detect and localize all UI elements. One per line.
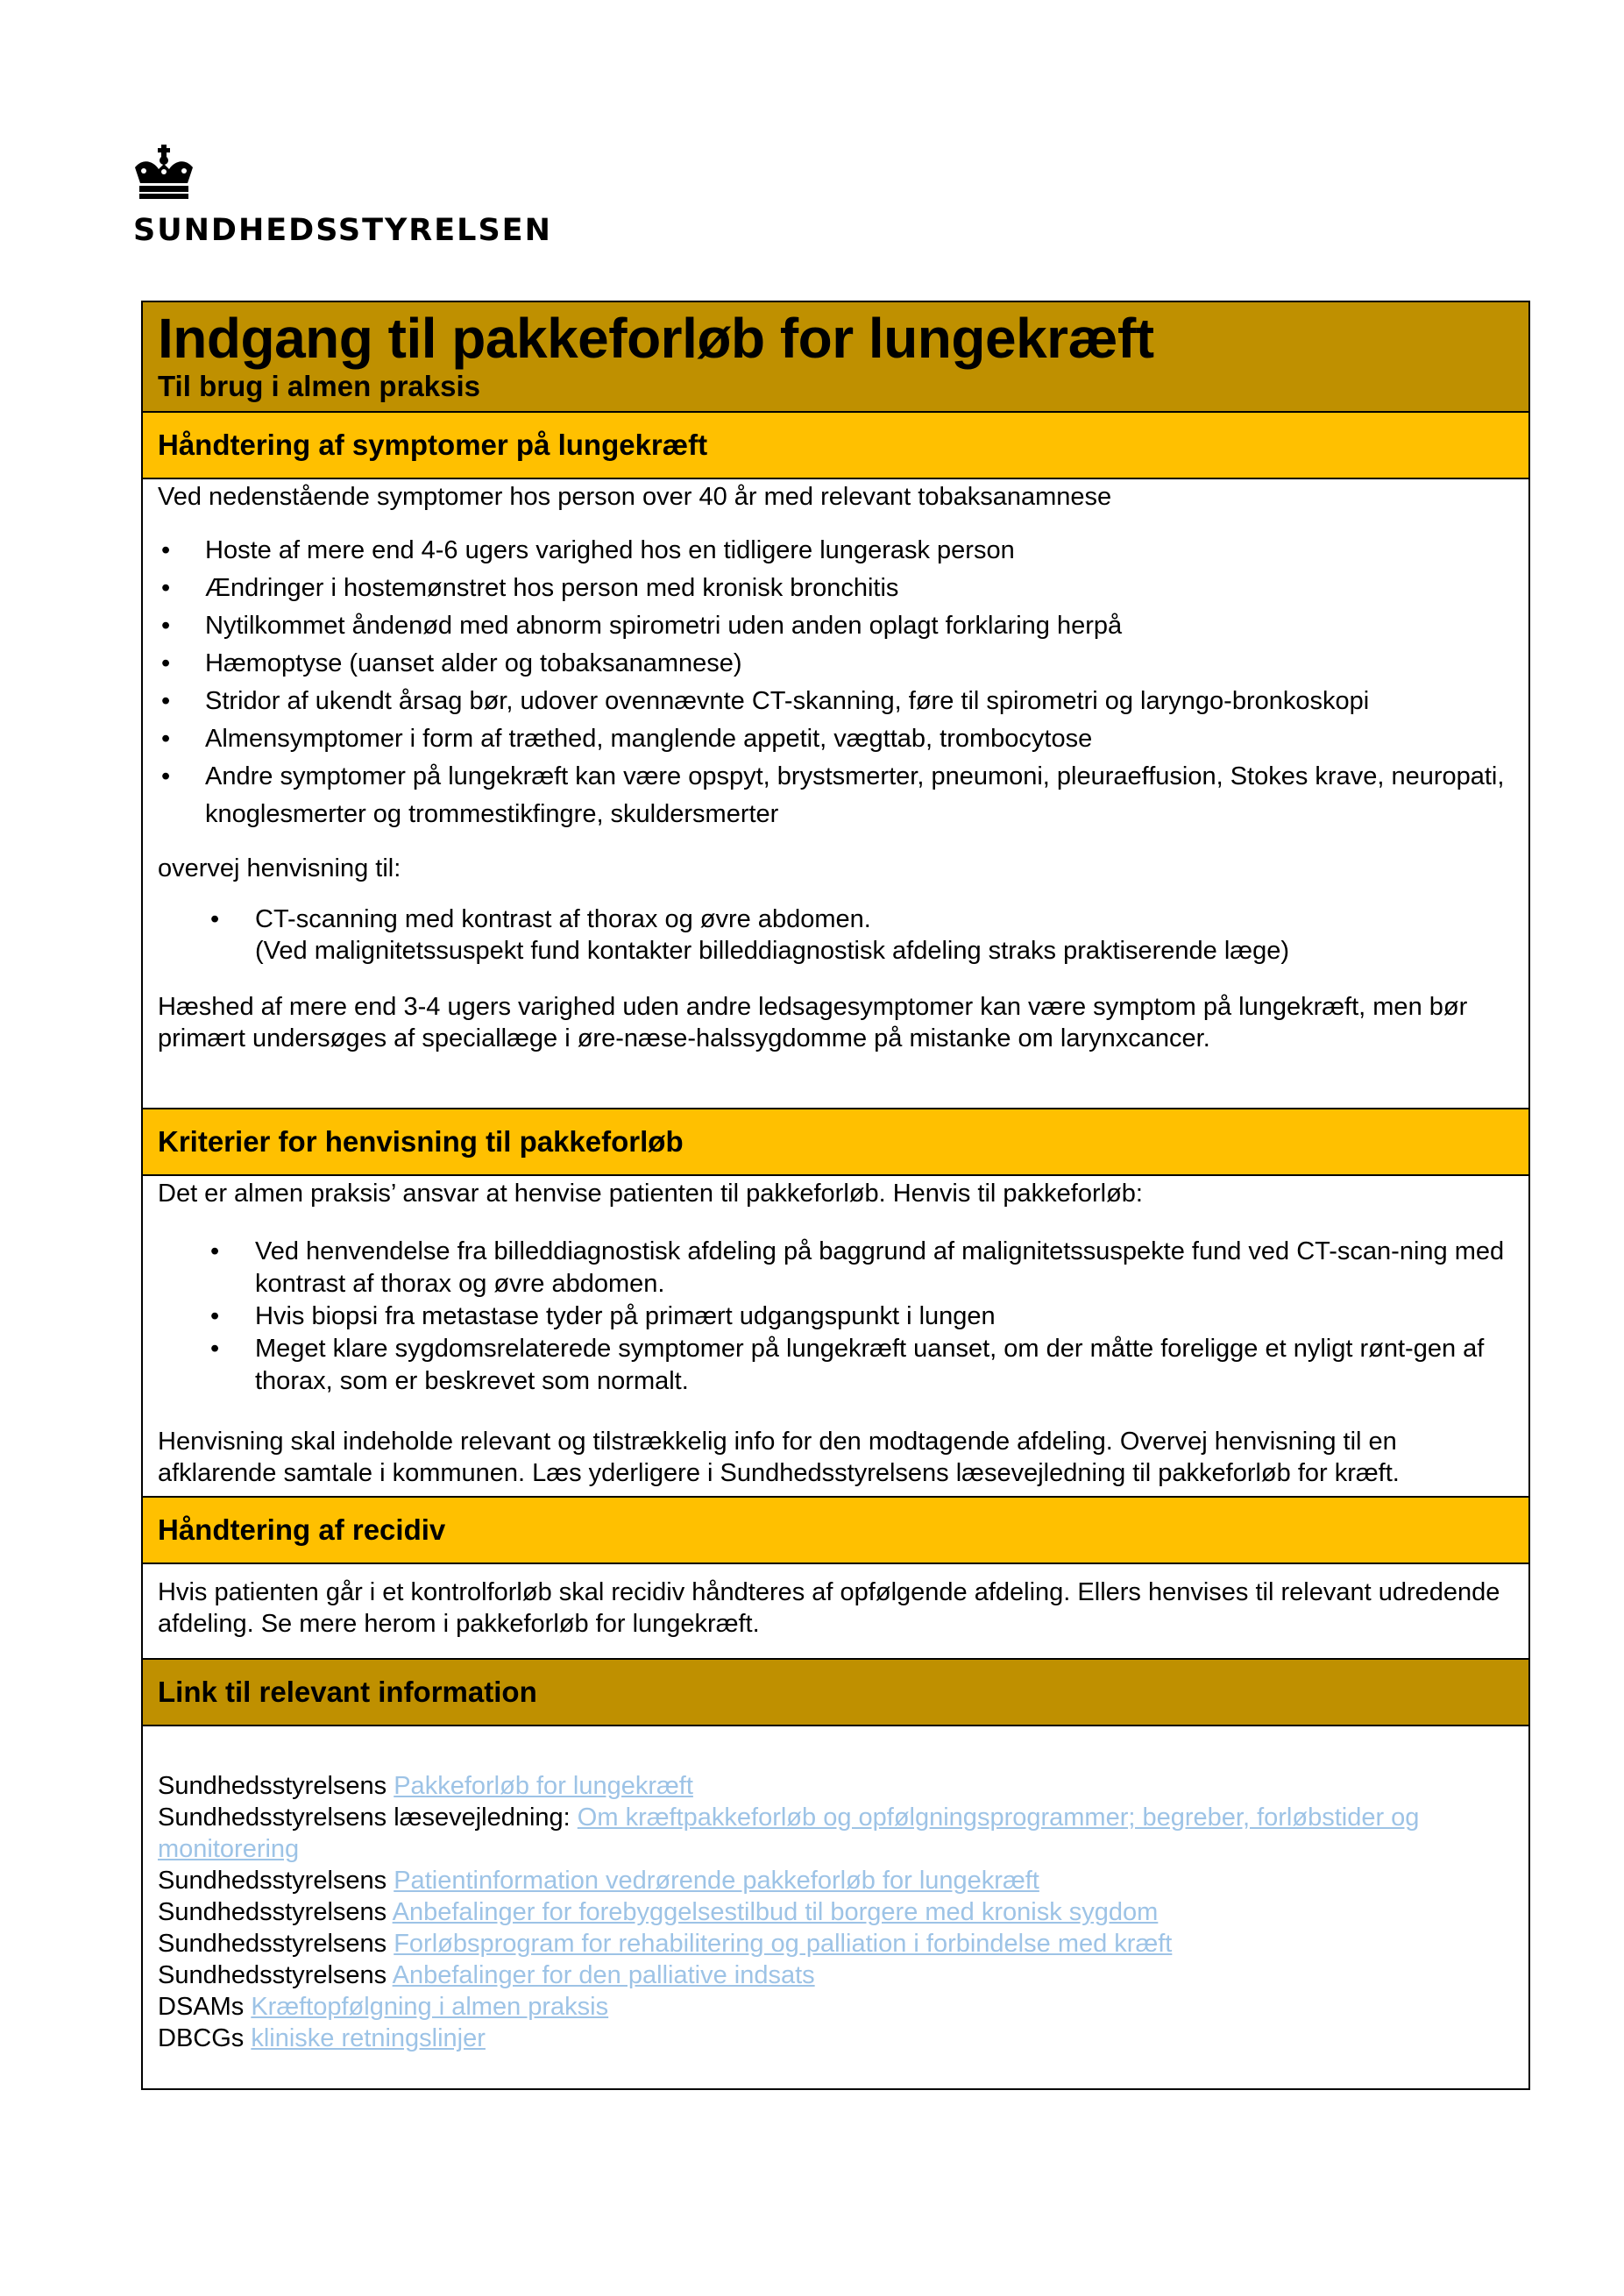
section-heading: Kriterier for henvisning til pakkeforløb xyxy=(158,1125,684,1158)
list-item-note: (Ved malignitetssuspekt fund kontakter billeddiagnostisk afdeling straks praktiserende læge) xyxy=(255,937,1289,965)
referral-text: Henvisning skal indeholde relevant og tilstrækkelig info for den modtagende afdeling. Overvej henvisning til en afklarende samtale i kommunen. Læs yderligere i Sundhedsstyrelsens læsevejledning til pakkeforløb for kræft. xyxy=(158,1428,1400,1487)
link-line: Sundhedsstyrelsens Pakkeforløb for lungekræft xyxy=(158,1772,693,1800)
section-body-symptoms xyxy=(143,479,1528,1109)
link-line: Sundhedsstyrelsens Forløbsprogram for rehabilitering og palliation i forbindelse med kræft xyxy=(158,1930,1173,1958)
list-item: • Ved henvendelse fra billeddiagnostisk afdeling på baggrund af malignitetssuspekte fund ved CT-scan-ning med kontrast af thorax og øvre abdomen. xyxy=(210,1237,1505,1298)
referral-list xyxy=(158,904,1514,967)
section-header-criteria xyxy=(143,1109,1528,1176)
section-header-recidiv xyxy=(143,1498,1528,1564)
link-line: Sundhedsstyrelsens læsevejledning: Om kræftpakkeforløb og opfølgningsprogrammer; begreber, forløbstider og monitorering xyxy=(158,1803,1420,1863)
link-line: DSAMs Kræftopfølgning i almen praksis xyxy=(158,1993,609,2021)
document-table xyxy=(141,301,1530,2090)
crown-icon xyxy=(131,145,196,201)
section-heading: Link til relevant information xyxy=(158,1676,537,1708)
link-line: Sundhedsstyrelsens Anbefalinger for forebyggelsestilbud til borgere med kronisk sygdom xyxy=(158,1898,1159,1926)
page-title: Indgang til pakkeforløb for lungekræft xyxy=(158,307,1154,370)
link-line: DBCGs kliniske retningslinjer xyxy=(158,2024,486,2052)
list-item: • Hvis biopsi fra metastase tyder på primært udgangspunkt i lungen xyxy=(210,1302,996,1330)
title-row xyxy=(143,302,1528,413)
criteria-list xyxy=(158,1236,1514,1398)
link-patientinformation[interactable]: Patientinformation vedrørende pakkeforløb for lungekræft xyxy=(394,1867,1039,1895)
link-line: Sundhedsstyrelsens Anbefalinger for den palliative indsats xyxy=(158,1961,815,1989)
consider-text: overvej henvisning til: xyxy=(158,854,401,882)
hoarseness-text: Hæshed af mere end 3-4 ugers varighed uden andre ledsagesymptomer kan være symptom på lungekræft, men bør primært undersøges af speciallæge i øre-næse-halssygdomme på mistanke om larynxcancer. xyxy=(158,993,1468,1052)
link-laesevejledning[interactable]: Om kræftpakkeforløb og opfølgningsprogrammer; begreber, forløbstider og monitorering xyxy=(158,1803,1420,1863)
list-item: • Hoste af mere end 4-6 ugers varighed hos en tidligere lungerask person xyxy=(161,536,1015,564)
section-heading: Håndtering af recidiv xyxy=(158,1513,446,1546)
list-item: • Andre symptomer på lungekræft kan være opspyt, brystsmerter, pneumoni, pleuraeffusion, Stokes krave, neuropati, knoglesmerter og trommestikfingre, skuldersmerter xyxy=(161,762,1505,828)
recidiv-text: Hvis patienten går i et kontrolforløb skal recidiv håndteres af opfølgende afdeling. Ellers henvises til relevant udredende afdeling. Se mere herom i pakkeforløb for lungekræft. xyxy=(158,1578,1500,1638)
link-pakkeforloeb[interactable]: Pakkeforløb for lungekræft xyxy=(394,1772,693,1800)
link-line: Sundhedsstyrelsens Patientinformation vedrørende pakkeforløb for lungekræft xyxy=(158,1867,1039,1895)
list-item: • Nytilkommet åndenød med abnorm spirometri uden anden oplagt forklaring herpå xyxy=(161,612,1123,640)
link-kraeftopfoelgning[interactable]: Kræftopfølgning i almen praksis xyxy=(251,1993,609,2021)
symptom-list xyxy=(158,532,1514,833)
link-forloebsprogram[interactable]: Forløbsprogram for rehabilitering og palliation i forbindelse med kræft xyxy=(394,1930,1173,1958)
section-body-recidiv xyxy=(143,1564,1528,1660)
section-body-criteria xyxy=(143,1176,1528,1498)
list-item: • Almensymptomer i form af træthed, manglende appetit, vægttab, trombocytose xyxy=(161,725,1093,753)
section-header-symptoms xyxy=(143,413,1528,479)
list-item: • CT-scanning med kontrast af thorax og øvre abdomen. (Ved malignitetssuspekt fund kontakter billeddiagnostisk afdeling straks praktiserende læge) xyxy=(210,905,1289,965)
section-body-links xyxy=(143,1726,1528,2088)
link-forebyggelsestilbud[interactable]: Anbefalinger for forebyggelsestilbud til borgere med kronisk sygdom xyxy=(392,1898,1159,1926)
link-kliniske-retningslinjer[interactable]: kliniske retningslinjer xyxy=(251,2024,486,2052)
intro-text: Ved nedenstående symptomer hos person over 40 år med relevant tobaksanamnese xyxy=(158,483,1112,511)
list-item: • Meget klare sygdomsrelaterede symptomer på lungekræft uanset, om der måtte foreligge et nyligt rønt-gen af thorax, som er beskrevet som normalt. xyxy=(210,1335,1485,1395)
list-item: • Stridor af ukendt årsag bør, udover ovennævnte CT-skanning, føre til spirometri og laryngo-bronkoskopi xyxy=(161,687,1370,715)
intro-text: Det er almen praksis’ ansvar at henvise patienten til pakkeforløb. Henvis til pakkeforløb: xyxy=(158,1180,1143,1208)
link-palliative-indsats[interactable]: Anbefalinger for den palliative indsats xyxy=(392,1961,815,1989)
section-header-links xyxy=(143,1660,1528,1726)
list-item: • Ændringer i hostemønstret hos person med kronisk bronchitis xyxy=(161,574,899,602)
page-subtitle: Til brug i almen praksis xyxy=(158,370,481,402)
list-item: • Hæmoptyse (uanset alder og tobaksanamnese) xyxy=(161,649,742,677)
section-heading: Håndtering af symptomer på lungekræft xyxy=(158,429,708,461)
logo-text: SUNDHEDSSTYRELSEN xyxy=(133,213,552,248)
